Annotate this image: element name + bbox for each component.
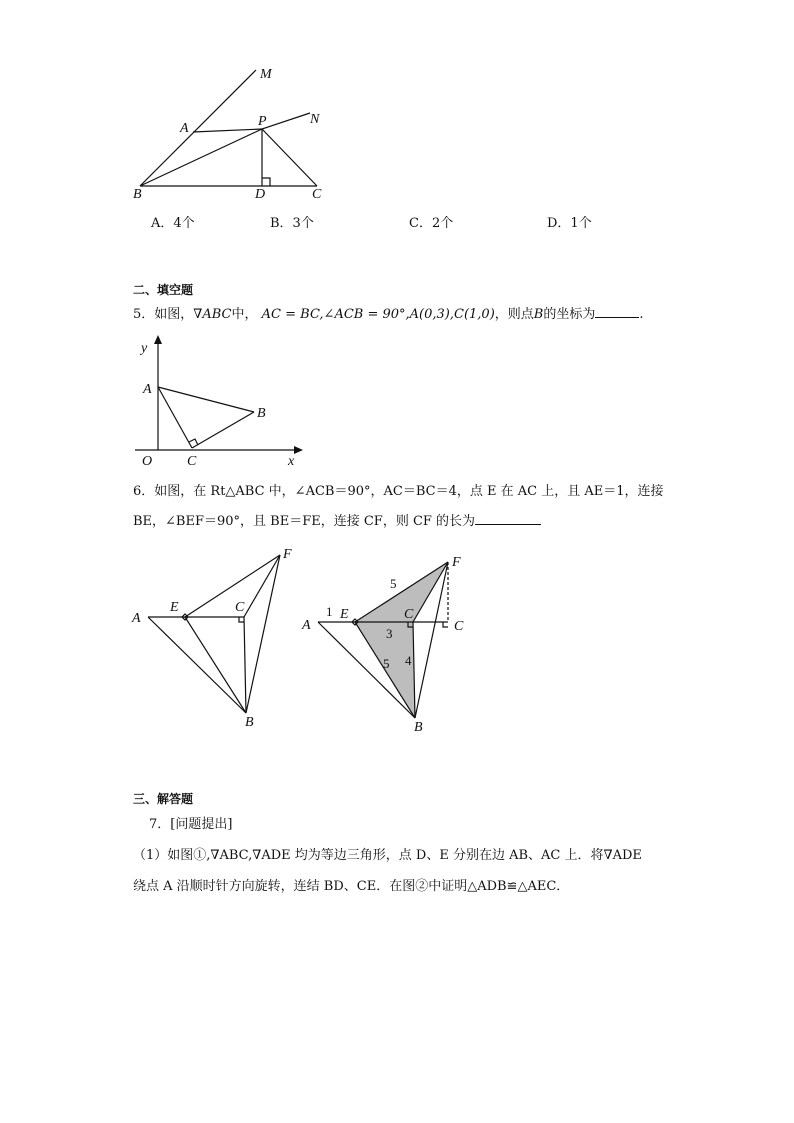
label-F: F — [452, 555, 461, 570]
label-M: M — [260, 67, 272, 82]
option-d[interactable]: D．1个 — [547, 216, 592, 231]
y-axis-arrow-icon — [154, 335, 162, 344]
segment-AP — [193, 129, 262, 132]
label-y: y — [141, 341, 148, 356]
q5-tail: ，则点 — [494, 307, 534, 322]
right-angle-mark — [262, 178, 270, 186]
label-B: B — [414, 720, 423, 735]
q5-prefix: 5．如图， — [133, 307, 194, 322]
label-C-inner: C — [404, 607, 414, 622]
segment-CB — [192, 412, 254, 448]
ray-PN — [262, 113, 310, 129]
label-B: B — [245, 715, 254, 730]
question-5 — [133, 305, 644, 325]
question-6-line2 — [133, 512, 541, 532]
label-A: A — [143, 382, 152, 397]
label-A: A — [132, 611, 141, 626]
length-label-5-top: 5 — [390, 576, 397, 591]
length-label-1: 1 — [326, 604, 333, 619]
question-7-line1: （1）如图①,∇ABC,∇ADE 均为等边三角形，点 D、E 分别在边 AB、AC 上．将∇ADE — [133, 848, 642, 863]
segment-CB — [244, 617, 246, 713]
label-O: O — [142, 454, 153, 469]
option-c[interactable]: C．2个 — [409, 216, 454, 231]
label-D: D — [255, 187, 266, 202]
section-heading-answer: 三、解答题 — [133, 792, 194, 806]
label-x: x — [288, 454, 295, 469]
q5-mid: 中， — [231, 307, 258, 322]
line-BM — [140, 70, 256, 186]
label-N: N — [310, 112, 320, 127]
question-6-line1: 6．如图，在 Rt△ABC 中，∠ACB＝90°，AC＝BC＝4，点 E 在 AC 上，且 AE＝1，连接 — [133, 484, 664, 499]
q5-answer-blank[interactable] — [595, 305, 639, 318]
right-angle-mark-c — [239, 617, 244, 622]
segment-BP — [140, 129, 262, 186]
label-B: B — [133, 187, 142, 202]
label-C-outer: C — [454, 619, 464, 634]
length-label-5-bottom: 5 — [383, 656, 390, 671]
q5-conditions: AC = BC,∠ACB = 90°,A(0,3),C(1,0) — [261, 307, 495, 322]
segment-CF — [244, 555, 280, 617]
label-C: C — [187, 454, 197, 469]
q5-triangle: ∇ABC — [193, 307, 232, 322]
section-heading-fill-blank: 二、填空题 — [133, 283, 194, 297]
length-label-3: 3 — [386, 626, 393, 641]
q5-period: . — [639, 307, 644, 322]
segment-EF — [185, 555, 280, 617]
figure-q5 — [130, 332, 310, 472]
label-A: A — [180, 121, 189, 136]
option-a[interactable]: A．4个 — [151, 216, 195, 231]
q6-line2-text: BE，∠BEF＝90°，且 BE＝FE，连接 CF，则 CF 的长为 — [133, 514, 476, 529]
length-label-4: 4 — [405, 653, 412, 668]
label-C: C — [235, 600, 245, 615]
q6-answer-blank[interactable] — [475, 512, 541, 525]
segment-FB — [246, 555, 280, 713]
label-E: E — [170, 600, 179, 615]
question-7-title: 7．[问题提出] — [149, 817, 233, 832]
segment-AB — [148, 617, 246, 713]
label-B: B — [257, 406, 266, 421]
figure-q6-left — [128, 540, 308, 730]
right-angle-mark-c2 — [443, 622, 448, 627]
figure-q4 — [120, 55, 340, 205]
label-F: F — [283, 547, 292, 562]
label-A: A — [302, 618, 311, 633]
segment-AC — [158, 387, 192, 448]
q5-end: 的坐标为 — [543, 307, 596, 322]
figure-q6-right — [300, 548, 480, 738]
label-P: P — [258, 114, 267, 129]
label-E: E — [340, 607, 349, 622]
segment-AB — [158, 387, 254, 412]
label-C: C — [312, 187, 322, 202]
segment-EB — [185, 617, 246, 713]
x-axis-arrow-icon — [294, 446, 303, 454]
q5-point-b: B — [533, 307, 544, 322]
option-b[interactable]: B．3个 — [270, 216, 314, 231]
question-7-line2: 绕点 A 沿顺时针方向旋转，连结 BD、CE．在图②中证明△ADB≌△AEC． — [133, 879, 570, 894]
